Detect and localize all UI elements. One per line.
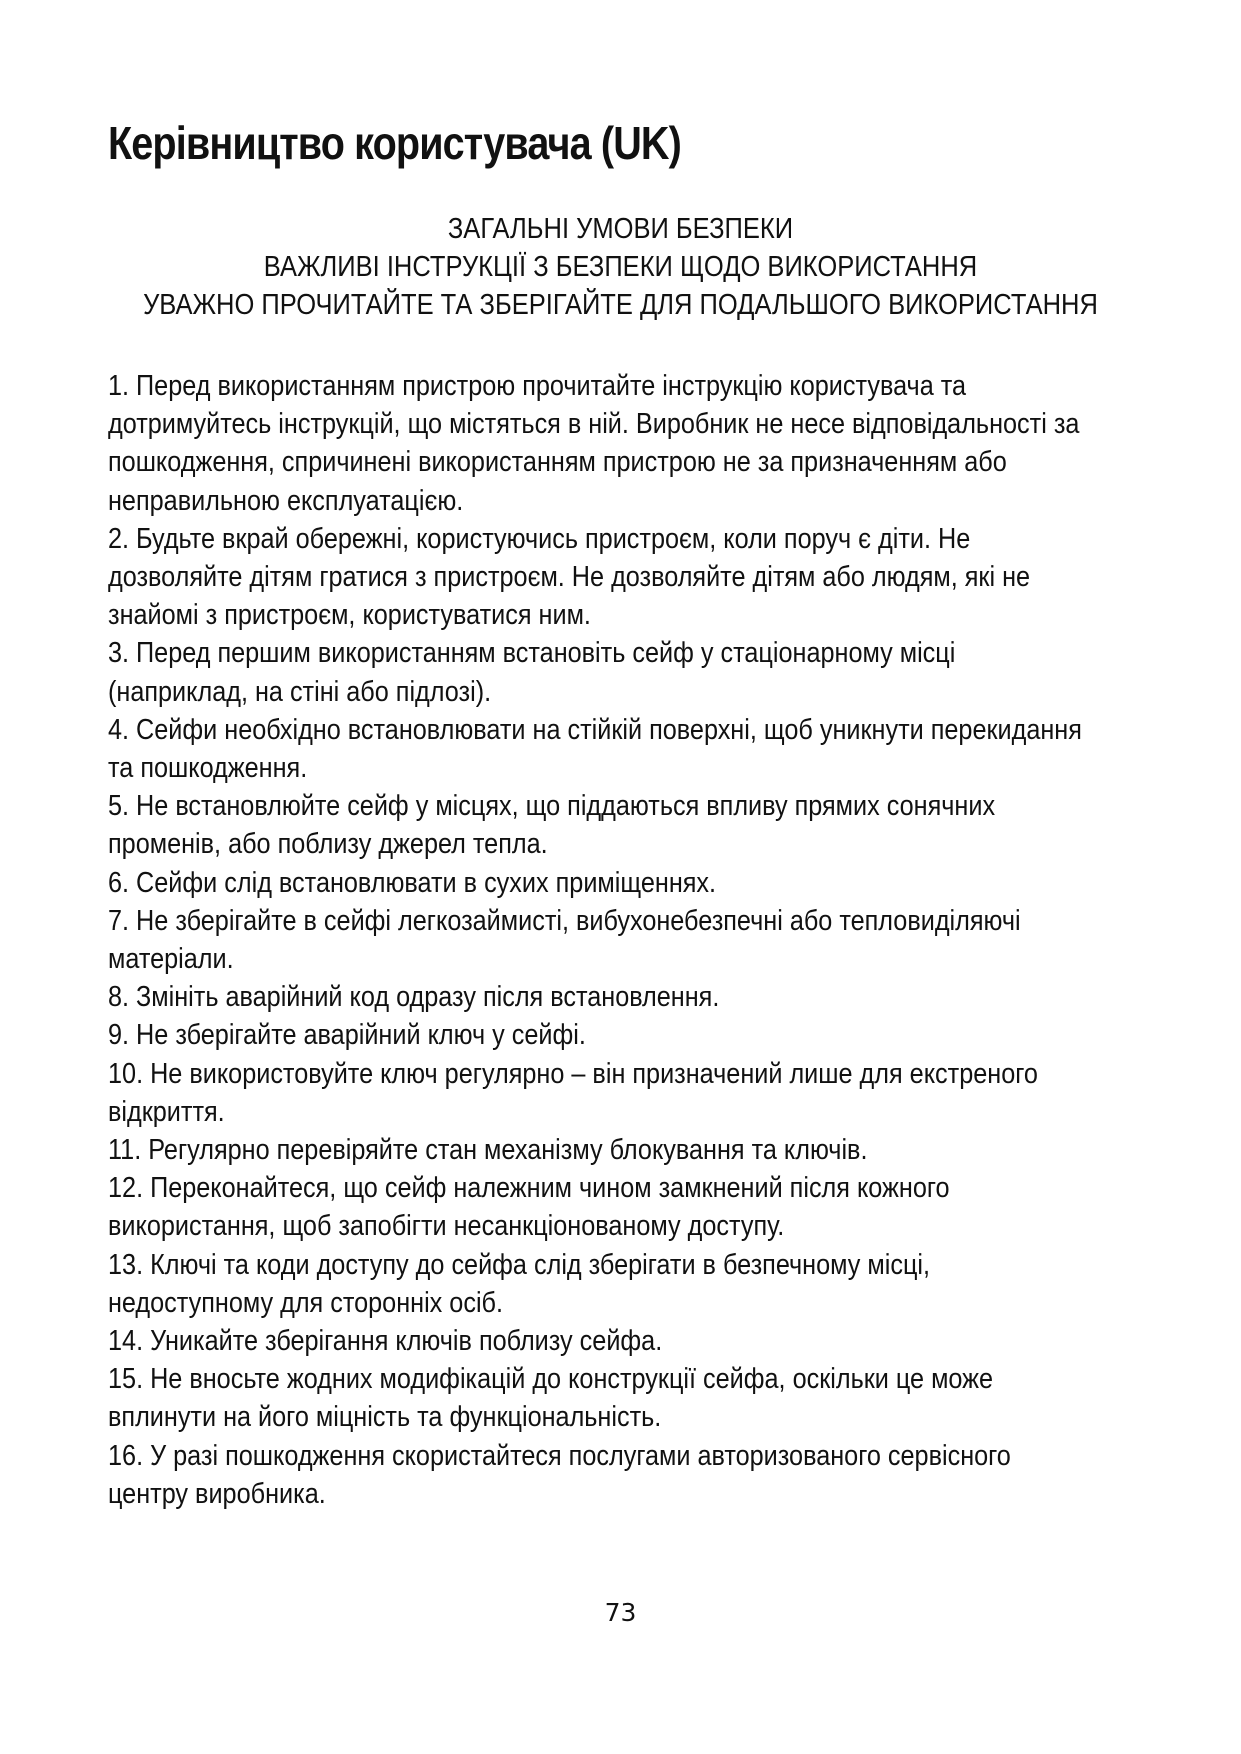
rule-text-line: матеріали. xyxy=(108,943,234,976)
safety-rule-item xyxy=(108,1131,1241,1169)
rule-text-line: 10. Не використовуйте ключ регулярно – він призначений лише для екстреного xyxy=(108,1057,1038,1090)
safety-rule-item xyxy=(108,1322,1241,1360)
rule-text-line: (наприклад, на стіні або підлозі). xyxy=(108,675,492,708)
subheading-line: ВАЖЛИВІ ІНСТРУКЦІЇ З БЕЗПЕКИ ЩОДО ВИКОРИСТАННЯ xyxy=(263,251,978,283)
rule-text-line: 13. Ключі та коди доступу до сейфа слід зберігати в безпечному місці, xyxy=(108,1248,931,1281)
rule-text-line: 6. Сейфи слід встановлювати в сухих приміщеннях. xyxy=(108,866,717,899)
rule-text-line: 9. Не зберігайте аварійний ключ у сейфі. xyxy=(108,1019,586,1052)
rule-text-line: неправильною експлуатацією. xyxy=(108,484,464,517)
page-number: 73 xyxy=(604,1598,637,1627)
rule-text-line: 12. Переконайтеся, що сейф належним чином замкнений після кожного xyxy=(108,1172,950,1205)
rule-text-line: відкриття. xyxy=(108,1095,225,1128)
safety-rule-item xyxy=(108,1246,1241,1322)
rule-text-line: 11. Регулярно перевіряйте стан механізму блокування та ключів. xyxy=(108,1134,868,1167)
rule-text-line: 14. Уникайте зберігання ключів поблизу сейфа. xyxy=(108,1325,663,1358)
safety-subheading xyxy=(0,210,1241,324)
rule-text-line: 16. У разі пошкодження скористайтеся послугами авторизованого сервісного xyxy=(108,1439,1011,1472)
safety-rule-item xyxy=(108,520,1241,635)
rule-text-line: 5. Не встановлюйте сейф у місцях, що піддаються впливу прямих сонячних xyxy=(108,790,996,823)
rule-text-line: знайомі з пристроєм, користуватися ним. xyxy=(108,599,591,632)
rule-text-line: пошкодження, спричинені використанням пристрою не за призначенням або xyxy=(108,446,1007,479)
rule-text-line: дотримуйтесь інструкцій, що містяться в ній. Виробник не несе відповідальності за xyxy=(108,408,1080,441)
rule-text-line: центру виробника. xyxy=(108,1477,326,1510)
safety-rule-item xyxy=(108,1016,1241,1054)
safety-rule-item xyxy=(108,787,1241,863)
subheading-line: ЗАГАЛЬНІ УМОВИ БЕЗПЕКИ xyxy=(447,213,794,245)
safety-rule-item xyxy=(108,1055,1241,1131)
rule-text-line: 15. Не вносьте жодних модифікацій до конструкції сейфа, оскільки це може xyxy=(108,1363,994,1396)
rule-text-line: 8. Змініть аварійний код одразу після встановлення. xyxy=(108,981,720,1014)
safety-rule-item xyxy=(108,1169,1241,1245)
rule-text-line: 1. Перед використанням пристрою прочитайте інструкцію користувача та xyxy=(108,370,967,402)
rule-text-line: використання, щоб запобігти несанкціонованому доступу. xyxy=(108,1210,785,1243)
safety-rule-item xyxy=(108,367,1241,520)
safety-rule-item xyxy=(108,864,1241,902)
rule-text-line: променів, або поблизу джерел тепла. xyxy=(108,828,548,861)
safety-rule-item xyxy=(108,1437,1241,1513)
page-title: Керівництво користувача (UK) xyxy=(108,117,681,169)
rule-text-line: недоступному для сторонніх осіб. xyxy=(108,1286,504,1319)
rule-text-line: 7. Не зберігайте в сейфі легкозаймисті, вибухонебезпечні або тепловиділяючі xyxy=(108,904,1021,937)
safety-rule-item xyxy=(108,711,1241,787)
safety-rules-list xyxy=(108,367,1241,1513)
subheading-line: УВАЖНО ПРОЧИТАЙТЕ ТА ЗБЕРІГАЙТЕ ДЛЯ ПОДАЛЬШОГО ВИКОРИСТАННЯ xyxy=(143,289,1098,321)
safety-rule-item xyxy=(108,634,1241,710)
rule-text-line: вплинути на його міцність та функціональність. xyxy=(108,1401,662,1434)
safety-rule-item xyxy=(108,1360,1241,1436)
rule-text-line: 3. Перед першим використанням встановіть сейф у стаціонарному місці xyxy=(108,637,956,670)
rule-text-line: 4. Сейфи необхідно встановлювати на стійкій поверхні, щоб уникнути перекидання xyxy=(108,713,1082,746)
safety-rule-item xyxy=(108,978,1241,1016)
rule-text-line: та пошкодження. xyxy=(108,752,308,785)
rule-text-line: 2. Будьте вкрай обережні, користуючись пристроєм, коли поруч є діти. Не xyxy=(108,522,971,555)
safety-rule-item xyxy=(108,902,1241,978)
rule-text-line: дозволяйте дітям гратися з пристроєм. Не дозволяйте дітям або людям, які не xyxy=(108,561,1031,594)
